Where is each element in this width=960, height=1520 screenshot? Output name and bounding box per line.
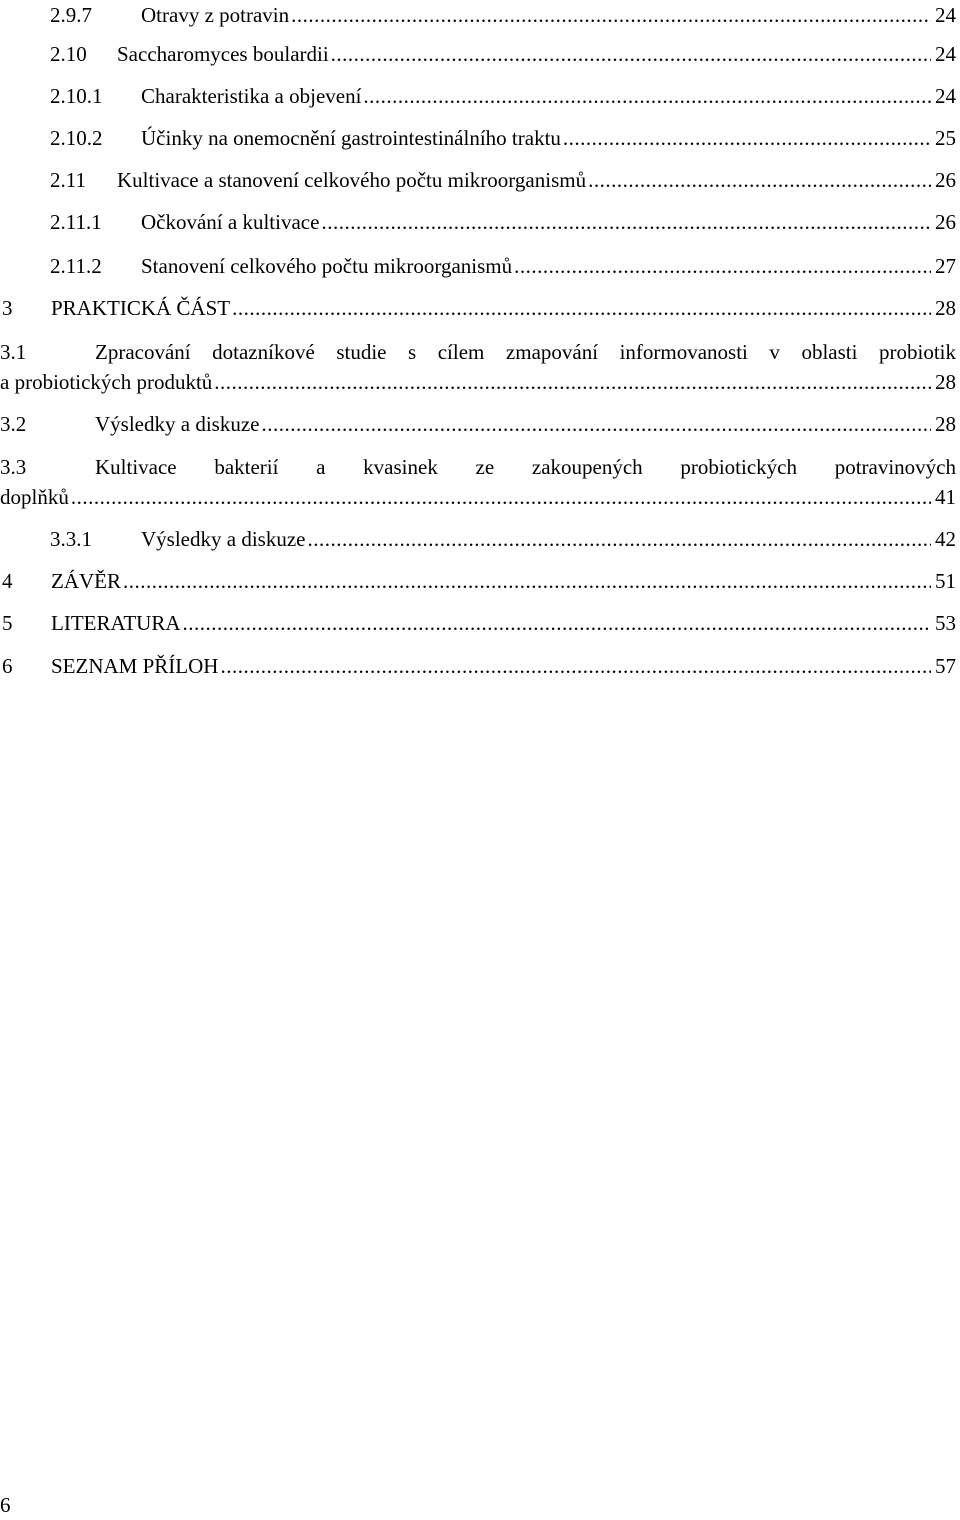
toc-entry-2-11-2[interactable] (0, 251, 956, 281)
toc-entry-title-line2: a probiotických produktů (0, 370, 213, 394)
toc-entry-page: 57 (935, 654, 956, 678)
dot-leader (514, 251, 931, 281)
dot-leader (220, 651, 931, 681)
toc-entry-5[interactable] (0, 608, 956, 638)
dot-leader (71, 482, 931, 512)
toc-entry-title: Očkování a kultivace (141, 210, 320, 234)
toc-entry-2-9-7[interactable] (0, 0, 956, 30)
toc-entry-6[interactable] (0, 651, 956, 681)
dot-leader (232, 293, 931, 323)
toc-entry-2-10[interactable] (0, 39, 956, 69)
toc-entry-2-10-1[interactable] (0, 81, 956, 111)
toc-entry-number: 2.9.7 (50, 3, 92, 27)
toc-entry-number: 3.3.1 (50, 527, 92, 551)
toc-entry-page: 26 (935, 210, 956, 234)
toc-entry-number: 5 (2, 611, 13, 635)
dot-leader (588, 165, 931, 195)
toc-entry-number: 2.11 (50, 168, 86, 192)
toc-entry-title: SEZNAM PŘÍLOH (51, 654, 219, 678)
dot-leader (331, 39, 931, 69)
toc-entry-title: ZÁVĚR (51, 569, 121, 593)
toc-entry-3-1[interactable] (0, 337, 956, 397)
toc-entry-page: 25 (935, 126, 956, 150)
toc-entry-title: Saccharomyces boulardii (117, 42, 329, 66)
toc-entry-page: 26 (935, 168, 956, 192)
dot-leader (307, 524, 931, 554)
toc-entry-title: Charakteristika a objevení (141, 84, 362, 108)
toc-entry-number: 3.1 (0, 340, 27, 364)
dot-leader (291, 0, 931, 30)
toc-entry-page: 24 (935, 42, 956, 66)
page-number: 6 (0, 1493, 11, 1517)
dot-leader (321, 207, 931, 237)
toc-entry-3-2[interactable] (0, 409, 956, 439)
toc-entry-page: 28 (935, 296, 956, 320)
toc-entry-page: 24 (935, 84, 956, 108)
toc-entry-title: Výsledky a diskuze (95, 412, 260, 436)
dot-leader (261, 409, 931, 439)
dot-leader (123, 566, 931, 596)
toc-entry-page: 51 (935, 569, 956, 593)
toc-entry-page: 24 (935, 3, 956, 27)
toc-entry-3[interactable] (0, 293, 956, 323)
toc-entry-title: Účinky na onemocnění gastrointestinálního traktu (141, 126, 561, 150)
toc-entry-title: Otravy z potravin (141, 3, 290, 27)
dot-leader (363, 81, 931, 111)
toc-entry-number: 2.10 (50, 42, 87, 66)
toc-entry-4[interactable] (0, 566, 956, 596)
toc-entry-title: Stanovení celkového počtu mikroorganismů (141, 254, 513, 278)
toc-entry-page: 28 (935, 370, 956, 394)
toc-entry-number: 2.11.2 (50, 254, 102, 278)
toc-entry-title: LITERATURA (51, 611, 181, 635)
toc-entry-2-11-1[interactable] (0, 207, 956, 237)
toc-entry-number: 3.3 (0, 455, 27, 479)
toc-entry-2-11[interactable] (0, 165, 956, 195)
toc-entry-3-3[interactable] (0, 452, 956, 512)
toc-entry-number: 2.11.1 (50, 210, 102, 234)
toc-entry-number: 2.10.2 (50, 126, 103, 150)
toc-entry-number: 6 (2, 654, 13, 678)
toc-entry-page: 27 (935, 254, 956, 278)
toc-entry-2-10-2[interactable] (0, 123, 956, 153)
toc-entry-number: 3.2 (0, 412, 27, 436)
toc-entry-page: 53 (935, 611, 956, 635)
toc-entry-number: 2.10.1 (50, 84, 103, 108)
toc-entry-page: 28 (935, 412, 956, 436)
toc-entry-title-line1: Zpracování dotazníkové studie s cílem zmapování informovanosti v oblasti probiotik (95, 340, 956, 364)
dot-leader (563, 123, 931, 153)
toc-entry-number: 3 (2, 296, 13, 320)
toc-entry-page: 41 (935, 485, 956, 509)
toc-entry-number: 4 (2, 569, 13, 593)
toc-entry-title-line1: Kultivace bakterií a kvasinek ze zakoupených probiotických potravinových (95, 455, 956, 479)
toc-entry-title-line2: doplňků (0, 485, 69, 509)
dot-leader (183, 608, 932, 638)
toc-entry-title: Kultivace a stanovení celkového počtu mikroorganismů (117, 168, 587, 192)
toc-entry-title: Výsledky a diskuze (141, 527, 306, 551)
toc-entry-title: PRAKTICKÁ ČÁST (51, 296, 231, 320)
toc-entry-3-3-1[interactable] (0, 524, 956, 554)
toc-entry-page: 42 (935, 527, 956, 551)
dot-leader (214, 367, 931, 397)
